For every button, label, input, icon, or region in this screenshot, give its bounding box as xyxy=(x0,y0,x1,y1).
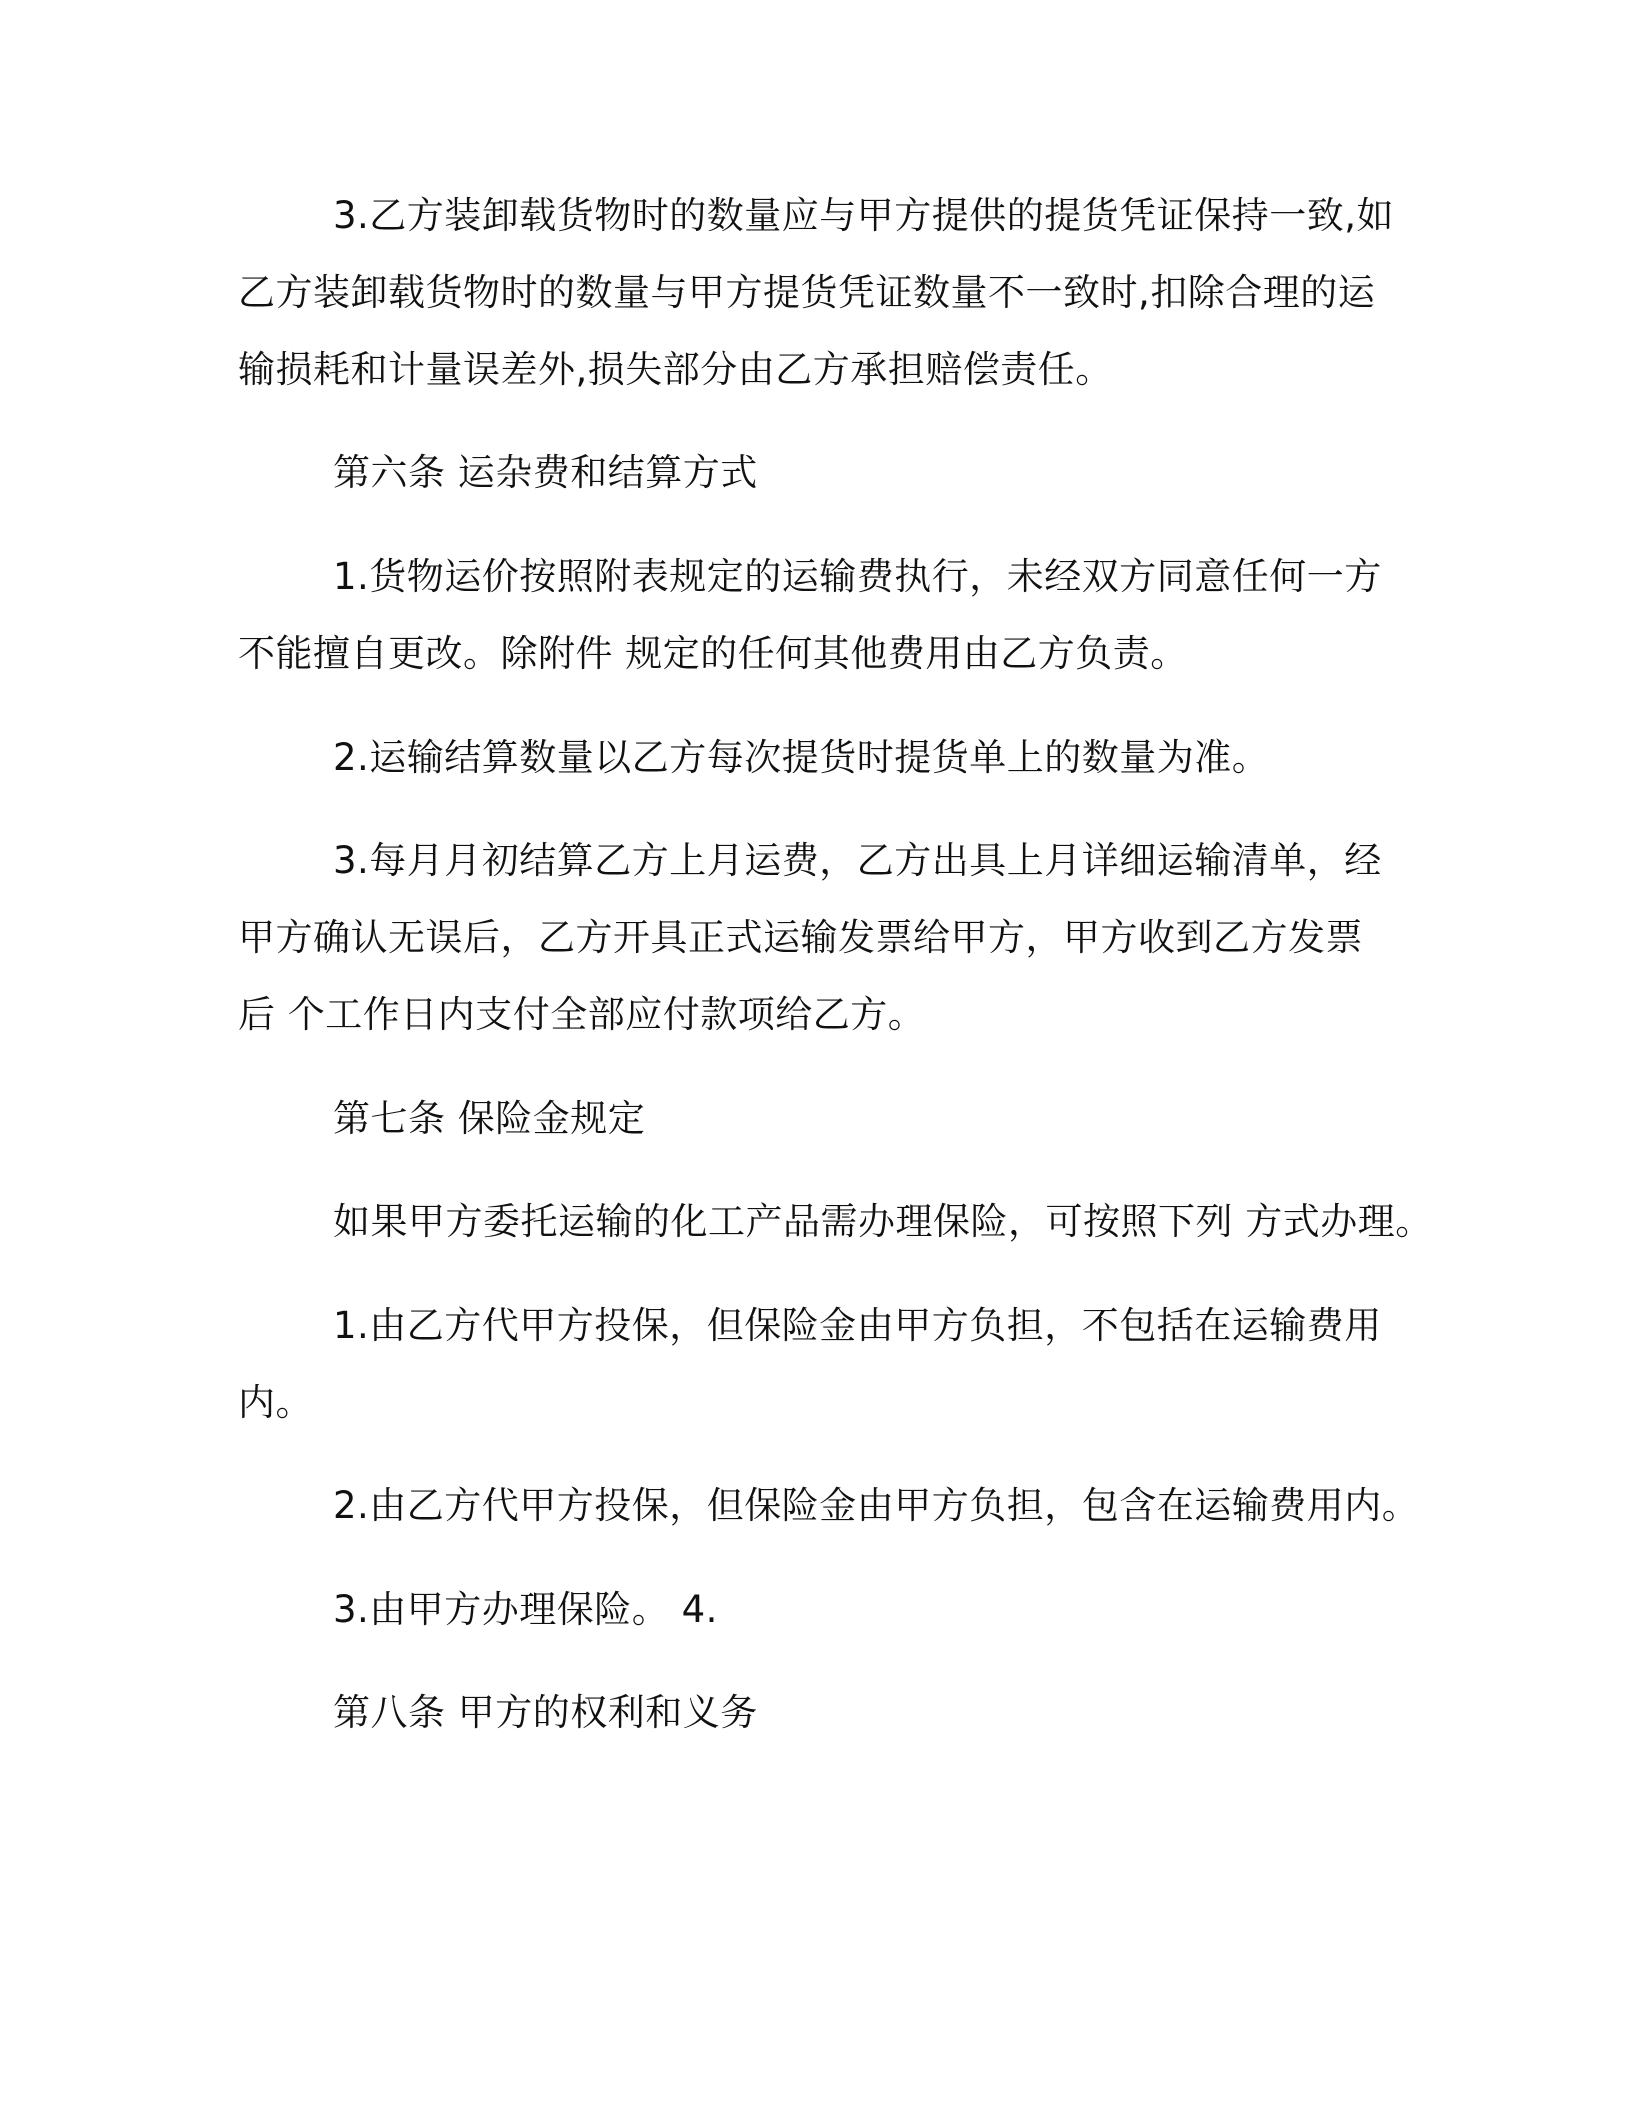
text-line: 2.运输结算数量以乙方每次提货时提货单上的数量为准。 xyxy=(333,736,1270,779)
text-line: 3.每月月初结算乙方上月运费，乙方出具上月详细运输清单，经 xyxy=(333,839,1382,882)
text-line: 后 个工作日内支付全部应付款项给乙方。 xyxy=(238,993,926,1036)
section-heading-8: 第八条 甲方的权利和义务 xyxy=(333,1691,758,1734)
text-line: 3.由甲方办理保险。 4. xyxy=(333,1588,718,1631)
text-line: 如果甲方委托运输的化工产品需办理保险，可按照下列 方式办理。 xyxy=(333,1200,1433,1243)
text-line: 甲方确认无误后，乙方开具正式运输发票给甲方，甲方收到乙方发票 xyxy=(238,916,1363,959)
text-line: 乙方装卸载货物时的数量与甲方提货凭证数量不一致时,扣除合理的运 xyxy=(238,271,1376,314)
text-line: 内。 xyxy=(238,1381,313,1424)
text-line: 不能擅自更改。除附件 规定的任何其他费用由乙方负责。 xyxy=(238,632,1188,675)
text-line: 2.由乙方代甲方投保，但保险金由甲方负担，包含在运输费用内。 xyxy=(333,1484,1420,1527)
section-heading-6: 第六条 运杂费和结算方式 xyxy=(333,451,758,494)
text-line: 3.乙方装卸载货物时的数量应与甲方提供的提货凭证保持一致,如 xyxy=(333,194,1395,237)
text-line: 输损耗和计量误差外,损失部分由乙方承担赔偿责任。 xyxy=(238,348,1113,391)
text-line: 1.货物运价按照附表规定的运输费执行，未经双方同意任何一方 xyxy=(333,555,1382,598)
section-heading-7: 第七条 保险金规定 xyxy=(333,1097,646,1140)
text-line: 1.由乙方代甲方投保，但保险金由甲方负担，不包括在运输费用 xyxy=(333,1304,1382,1347)
